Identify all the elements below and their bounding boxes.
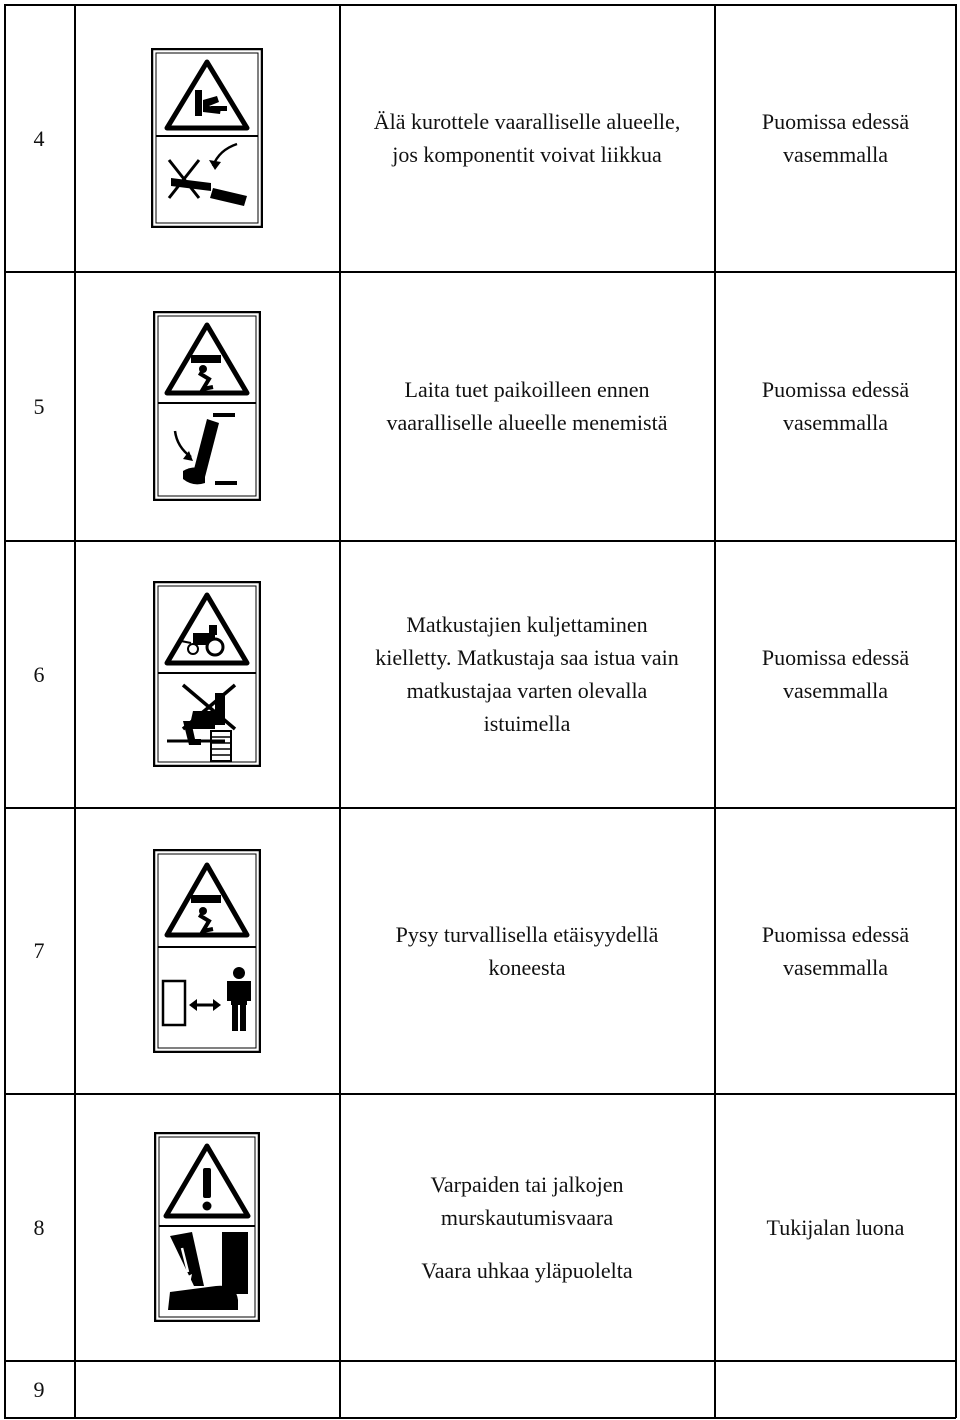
safe-distance-warning-sign-icon (153, 849, 261, 1053)
description-line: Laita tuet paikoilleen ennen (404, 377, 650, 402)
location-line: Puomissa edessä (761, 377, 910, 402)
row-number: 6 (33, 661, 45, 687)
description-line: Älä kurottele vaaralliselle alueelle, (373, 109, 681, 134)
location-cell (715, 808, 956, 1093)
location-line: vasemmalla (782, 410, 889, 435)
no-passenger-warning-sign-icon (153, 581, 261, 767)
description-line: Vaara uhkaa yläpuolelta (421, 1257, 633, 1283)
crush-hand-warning-sign-icon (151, 48, 263, 228)
description-cell (340, 1361, 714, 1417)
support-leg-warning-sign-icon (153, 311, 261, 501)
location-cell (715, 541, 956, 807)
description-line: jos komponentit voivat liikkua (392, 142, 662, 167)
row-number: 7 (33, 938, 45, 963)
description-line: Matkustajien kuljettaminen (406, 612, 648, 637)
location-line: vasemmalla (782, 142, 889, 167)
location-line: Puomissa edessä (761, 109, 910, 134)
description-line: koneesta (488, 954, 566, 980)
location-line: vasemmalla (782, 678, 889, 703)
description-line: Varpaiden tai jalkojen (430, 1171, 624, 1197)
location-line: Puomissa edessä (761, 921, 910, 947)
location-line: vasemmalla (782, 954, 889, 980)
description-line: matkustajaa varten olevalla (406, 678, 648, 703)
description-cell (340, 541, 714, 807)
description-cell (340, 272, 714, 540)
sign-cell (75, 1094, 339, 1360)
description-line: Pysy turvallisella etäisyydellä (395, 921, 659, 947)
sign-cell (75, 1361, 339, 1417)
description-cell (340, 1094, 714, 1360)
description-line: vaaralliselle alueelle menemistä (386, 410, 668, 435)
foot-crush-warning-sign-icon (154, 1132, 260, 1322)
location-line: Puomissa edessä (761, 645, 910, 670)
description-cell (340, 808, 714, 1093)
description-cell (340, 5, 714, 271)
description-line: istuimella (483, 711, 571, 736)
location-cell (715, 1361, 956, 1417)
row-number: 5 (33, 393, 45, 419)
sign-cell (75, 541, 339, 807)
location-cell (715, 1094, 956, 1360)
location-cell (715, 5, 956, 271)
description-line: murskautumisvaara (440, 1204, 614, 1230)
location-line: Tukijalan luona (766, 1214, 905, 1240)
row-number: 4 (33, 125, 45, 151)
sign-cell (75, 272, 339, 540)
row-number: 8 (33, 1214, 45, 1240)
row-number: 9 (33, 1376, 45, 1402)
sign-cell (75, 5, 339, 271)
location-cell (715, 272, 956, 540)
table-border-bottom (4, 1417, 956, 1419)
sign-cell (75, 808, 339, 1093)
description-line: kielletty. Matkustaja saa istua vain (375, 645, 679, 670)
